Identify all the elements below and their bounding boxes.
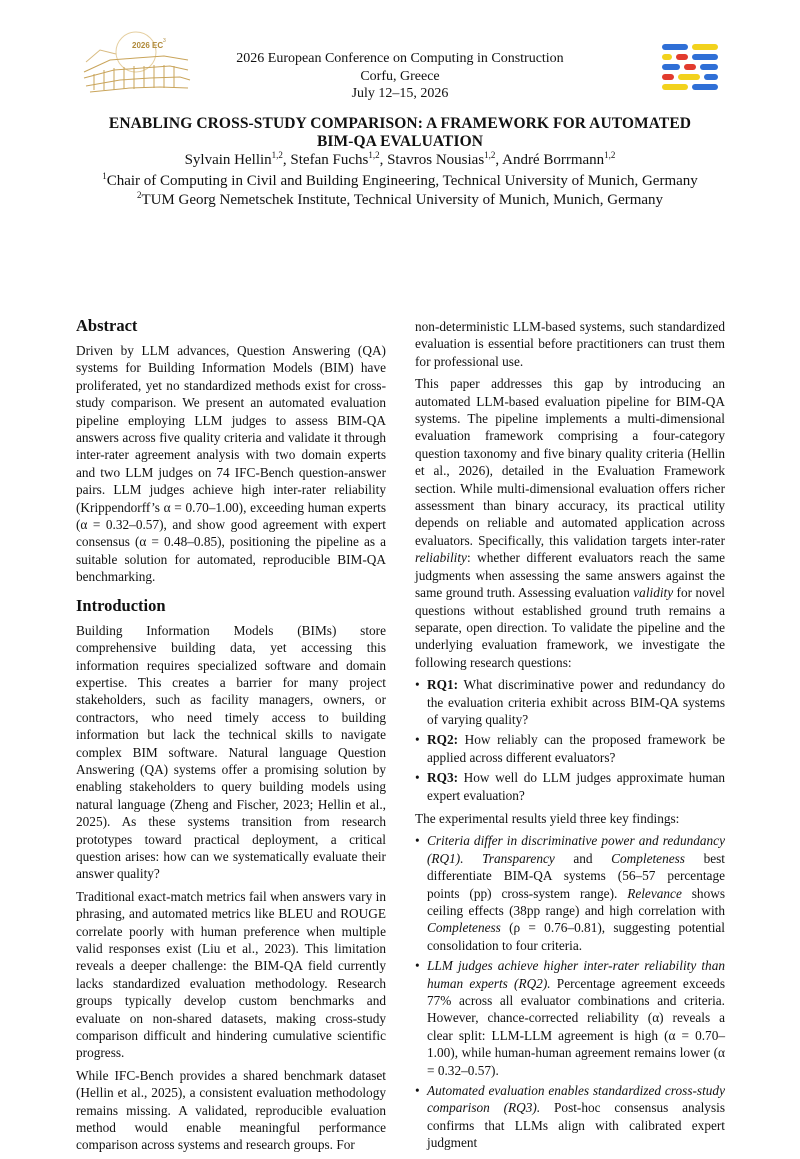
intro-paragraph-3: While IFC-Bench provides a shared benchmark dataset (Hellin et al., 2025), a consistent evaluation methodology remains missing. A validated, reproducible evaluation method would enable meaningful performance comparison across systems and research groups. For xyxy=(76,1067,386,1153)
research-questions xyxy=(415,676,725,804)
findings-intro: The experimental results yield three key findings: xyxy=(415,810,680,826)
abstract-heading: Abstract xyxy=(76,316,138,335)
conference-location: Corfu, Greece xyxy=(360,68,440,84)
author: Stefan Fuchs$^{1,2}$, xyxy=(290,150,388,168)
list-item: • Criteria differ in discriminative power and redundancy (RQ1). Transparency and Completeness best differentiate BIM-QA systems (56–57 percentage points (pp) cross-system range). Relevance shows ceiling effects (38pp range) and high correlation with Completeness (ρ = 0.76–0.81), suggesting potential consolidation to four criteria. xyxy=(415,832,725,954)
list-item: • LLM judges achieve higher inter-rater reliability than human experts (RQ2). Percentage agreement exceeds 77% across all evaluator combinations and criteria. However, chance-corrected reliability (α) reveals a clear split: LLM-LLM agreement is high (α = 0.70–1.00), while human-human agreement remains lower (α = 0.32–0.57). xyxy=(415,957,725,1079)
svg-text:2026 EC: 2026 EC xyxy=(132,41,164,50)
author: Stavros Nousias$^{1,2}$, xyxy=(387,150,503,168)
svg-text:3: 3 xyxy=(163,38,166,44)
intro-paragraph-2: Traditional exact-match metrics fail when answers vary in phrasing, and automated metrics like BLEU and ROUGE correlate poorly with human preference when multiple valid responses exist (Liu et al., 2023). This limitation reveals a deeper challenge: the BIM-QA field currently lacks standardized evaluation methodology. Research groups typically develop custom benchmarks and evaluate on non-shared datasets, making cross-study comparison difficult and hindering cumulative scientific progress. xyxy=(76,888,386,1061)
conference-dates: July 12–15, 2026 xyxy=(351,86,449,101)
author: André Borrmann$^{1,2}$ xyxy=(502,150,616,168)
intro-paragraph-4: non-deterministic LLM-based systems, such standardized evaluation is essential before practitioners can trust them for professional use. xyxy=(415,319,725,369)
intro-paragraph-1: Building Information Models (BIMs) store comprehensive building data, yet accessing this information requires specialized software and domain expertise. This creates a barrier for many project stakeholders, such as facility managers, owners, or contractors, who need timely access to building information but lack the technical skills to navigate complex BIM software. Natural language Question Answering (QA) systems offer a promising solution by enabling stakeholders to query building models using natural language (Zheng and Fischer, 2023; Hellin et al., 2025). As these systems transition from research prototypes toward practical deployment, a critical question arises: how can we systematically evaluate their answer quality? xyxy=(76,622,386,882)
list-item: • RQ1: What discriminative power and redundancy do the evaluation criteria exhibit across BIM-QA systems of varying quality? xyxy=(415,676,725,728)
affiliation-1: $^1$Chair of Computing in Civil and Building Engineering, Technical University of Munich, Germany xyxy=(102,171,698,189)
organizer-logo xyxy=(660,42,720,98)
author-list xyxy=(0,151,800,170)
abstract-text: Driven by LLM advances, Question Answering (QA) systems for Building Information Models (BIM) have proliferated, yet no standardized methods exist for cross-study comparison. We present an automated evaluation pipeline employing LLM judges to assess BIM-QA answers across five quality criteria and validate it through inter-rater agreement analysis with two domain experts and two LLM judges on 74 IFC-Bench question-answer pairs. LLM judges achieve high inter-rater reliability (Krippendorff’s α = 0.70–1.00), exceeding human experts (α = 0.32–0.57), and show good agreement with expert consensus (α = 0.48–0.85), positioning the pipeline as a suitable solution for automated, reproducible BIM-QA benchmarking. xyxy=(76,343,386,585)
list-item: • RQ3: How well do LLM judges approximate human expert evaluation? xyxy=(415,769,725,804)
conference-name: 2026 European Conference on Computing in Construction xyxy=(236,51,564,66)
page-header xyxy=(0,0,800,110)
affiliation-2: $^2$TUM Georg Nemetschek Institute, Technical University of Munich, Munich, Germany xyxy=(136,190,664,208)
paper-title: ENABLING CROSS-STUDY COMPARISON: A FRAMEWORK FOR AUTOMATED BIM-QA EVALUATION xyxy=(108,115,692,150)
key-findings xyxy=(415,832,725,1151)
list-item: • Automated evaluation enables standardized cross-study comparison (RQ3). Post-hoc consensus analysis confirms that LLMs align with calibrated expert judgment xyxy=(415,1082,725,1152)
author: Sylvain Hellin$^{1,2}$, xyxy=(184,150,291,168)
left-column xyxy=(76,316,386,1159)
introduction-heading: Introduction xyxy=(76,595,166,615)
intro-paragraph-5: This paper addresses this gap by introducing an automated LLM-based evaluation pipeline for BIM-QA systems. The pipeline implements a multi-dimensional evaluation framework comprising a four-category question taxonomy and five binary quality criteria (Hellin et al., 2026), detailed in the Evaluation Framework section. While multi-dimensional evaluation offers richer assessment than binary accuracy, its practical utility depends on reliable and automated application across evaluators. Specifically, this validation targets inter-rater reliability: whether different evaluators reach the same judgments when assessing the same answers against the same ground truth. Assessing evaluation validity for novel questions without established ground truth remains a separate, open direction. To validate the pipeline and the underlying evaluation framework, we investigate the following research questions: xyxy=(415,376,725,670)
list-item: • RQ2: How reliably can the proposed framework be applied across different evaluators? xyxy=(415,731,725,766)
right-column xyxy=(415,318,725,1158)
